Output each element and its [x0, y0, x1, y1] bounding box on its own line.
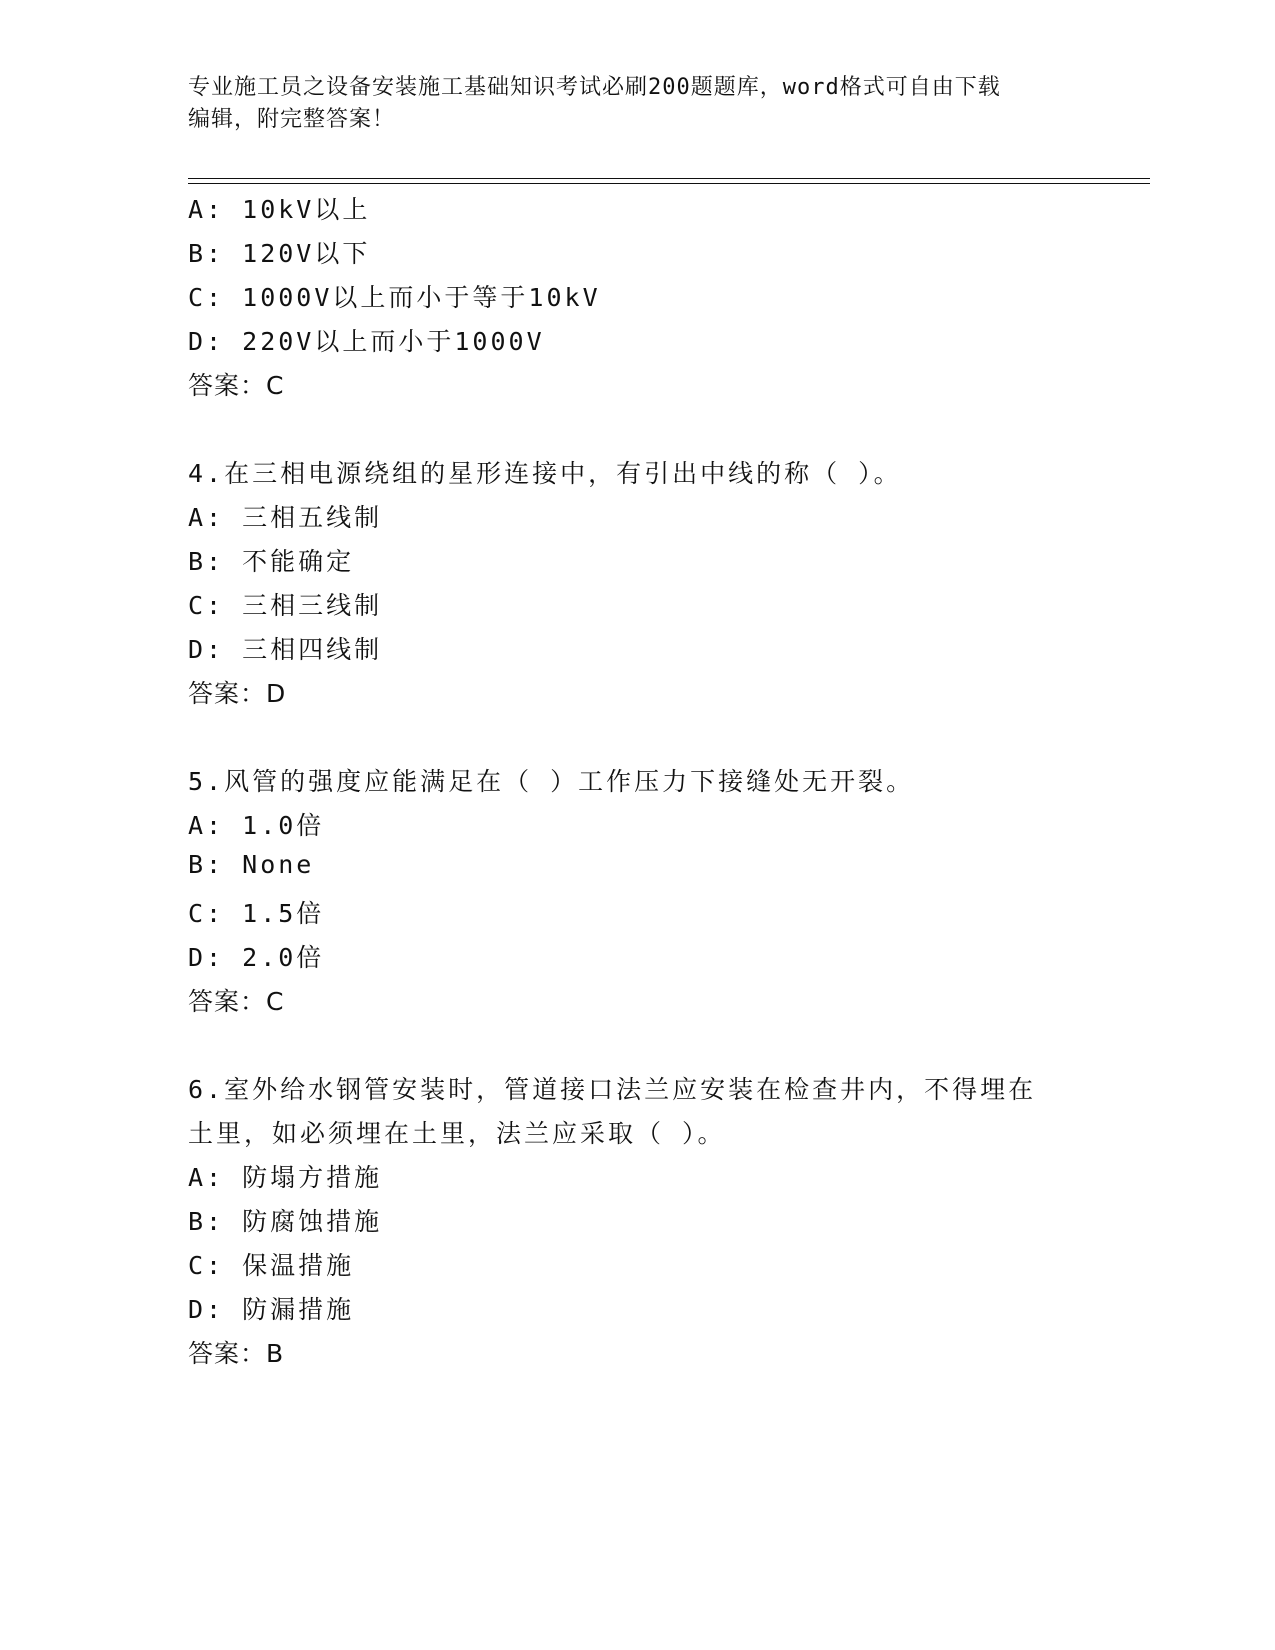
q6-option-b: B: 防腐蚀措施 — [188, 1207, 383, 1236]
header-divider-bottom — [188, 183, 1150, 184]
q3-option-c: C: 1000V以上而小于等于10kV — [188, 283, 601, 312]
q4-option-c: C: 三相三线制 — [188, 591, 383, 620]
q6-option-d: D: 防漏措施 — [188, 1295, 355, 1324]
q3-option-b: B: 120V以下 — [188, 239, 371, 268]
header-title-line1: 专业施工员之设备安装施工基础知识考试必刷200题题库，word格式可自由下载 — [188, 75, 1001, 100]
q3-option-a: A: 10kV以上 — [188, 195, 371, 224]
q4-answer: 答案：D — [188, 679, 287, 708]
q5-option-a: A: 1.0倍 — [188, 811, 325, 840]
q4-option-d: D: 三相四线制 — [188, 635, 383, 664]
header-divider-top — [188, 178, 1150, 179]
header-title-line2: 编辑，附完整答案！ — [188, 107, 396, 132]
q3-option-d: D: 220V以上而小于1000V — [188, 327, 545, 356]
q6-option-a: A: 防塌方措施 — [188, 1163, 383, 1192]
q4-stem: 4.在三相电源绕组的星形连接中，有引出中线的称（ ）。 — [188, 459, 902, 488]
q4-option-a: A: 三相五线制 — [188, 503, 383, 532]
document-header — [188, 72, 1068, 136]
q3-answer: 答案：C — [188, 371, 285, 400]
q6-answer: 答案：B — [188, 1339, 285, 1368]
q5-option-d: D: 2.0倍 — [188, 943, 325, 972]
q4-option-b: B: 不能确定 — [188, 547, 355, 576]
q5-stem: 5.风管的强度应能满足在（ ）工作压力下接缝处无开裂。 — [188, 767, 915, 796]
q5-answer: 答案：C — [188, 987, 285, 1016]
q6-stem-line2: 土里，如必须埋在土里，法兰应采取（ ）。 — [188, 1119, 726, 1148]
q5-option-b: B: None — [188, 850, 315, 879]
q6-option-c: C: 保温措施 — [188, 1251, 355, 1280]
q5-option-c: C: 1.5倍 — [188, 899, 325, 928]
q6-stem-line1: 6.室外给水钢管安装时，管道接口法兰应安装在检查井内，不得埋在 — [188, 1075, 1037, 1104]
